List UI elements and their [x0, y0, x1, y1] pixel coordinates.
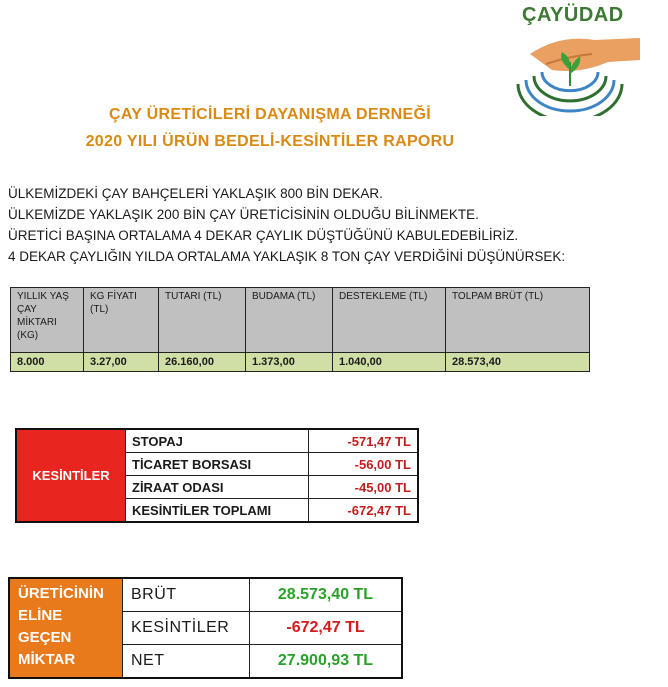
- net-name: NET: [123, 645, 250, 679]
- deduction-value: -56,00 TL: [309, 453, 419, 476]
- handshake-icon: [530, 38, 640, 71]
- report-title: ÇAY ÜRETİCİLERİ DAYANIŞMA DERNEĞİ: [109, 106, 431, 123]
- logo-emblem: [500, 26, 650, 116]
- net-amount-label: ÜRETİCİNİN ELİNE GEÇEN MİKTAR: [9, 578, 123, 678]
- gross-value: 28.573,40 TL: [250, 578, 403, 612]
- intro-text: [8, 183, 565, 267]
- table-row: [16, 429, 418, 453]
- deductions-table: [15, 428, 419, 523]
- header-kg-price: KG FİYATI (TL): [84, 288, 159, 353]
- header-amount: TUTARI (TL): [159, 288, 246, 353]
- intro-line: ÜLKEMİZDE YAKLAŞIK 200 BİN ÇAY ÜRETİCİSİNİN OLDUĞU BİLİNMEKTE.: [8, 207, 479, 222]
- cell-gross-total: 28.573,40: [446, 353, 590, 372]
- cell-kg-price: 3.27,00: [84, 353, 159, 372]
- deductions-label: KESİNTİLER: [16, 429, 126, 522]
- logo-name: ÇAYÜDAD: [522, 4, 624, 26]
- deduction-name: STOPAJ: [126, 429, 309, 453]
- header-subsidy: DESTEKLEME (TL): [333, 288, 446, 353]
- deduction-name: ZİRAAT ODASI: [126, 476, 309, 499]
- net-amount-table: [8, 577, 403, 679]
- intro-line: ÜRETİCİ BAŞINA ORTALAMA 4 DEKAR ÇAYLIK DÜŞTÜĞÜNÜ KABULEDEBİLİRİZ.: [8, 228, 519, 243]
- deduction-total-name: KESİNTİLER TOPLAMI: [126, 499, 309, 523]
- yield-table: [10, 287, 590, 372]
- yield-header-row: [11, 288, 590, 353]
- header-gross-total: TOLPAM BRÜT (TL): [446, 288, 590, 353]
- intro-line: ÜLKEMİZDEKİ ÇAY BAHÇELERİ YAKLAŞIK 800 BİN DEKAR.: [8, 186, 383, 201]
- deduction-total-value: -672,47 TL: [309, 499, 419, 523]
- cell-amount: 26.160,00: [159, 353, 246, 372]
- deductions-value: -672,47 TL: [250, 612, 403, 645]
- header-pruning: BUDAMA (TL): [246, 288, 333, 353]
- deductions-name: KESİNTİLER: [123, 612, 250, 645]
- net-value: 27.900,93 TL: [250, 645, 403, 679]
- deduction-value: -571,47 TL: [309, 429, 419, 453]
- gross-name: BRÜT: [123, 578, 250, 612]
- intro-line: 4 DEKAR ÇAYLIĞIN YILDA ORTALAMA YAKLAŞIK 8 TON ÇAY VERDİĞİNİ DÜŞÜNÜRSEK:: [8, 249, 566, 264]
- cell-subsidy: 1.040,00: [333, 353, 446, 372]
- cell-annual-yield: 8.000: [11, 353, 84, 372]
- cell-pruning: 1.373,00: [246, 353, 333, 372]
- report-subtitle: 2020 YILI ÜRÜN BEDELİ-KESİNTİLER RAPORU: [85, 133, 455, 150]
- table-row: [11, 353, 590, 372]
- header-annual-yield: YILLIK YAŞ ÇAY MİKTARI (KG): [11, 288, 84, 353]
- deduction-name: TİCARET BORSASI: [126, 453, 309, 476]
- deduction-value: -45,00 TL: [309, 476, 419, 499]
- table-row: [9, 578, 402, 612]
- logo: [500, 4, 652, 116]
